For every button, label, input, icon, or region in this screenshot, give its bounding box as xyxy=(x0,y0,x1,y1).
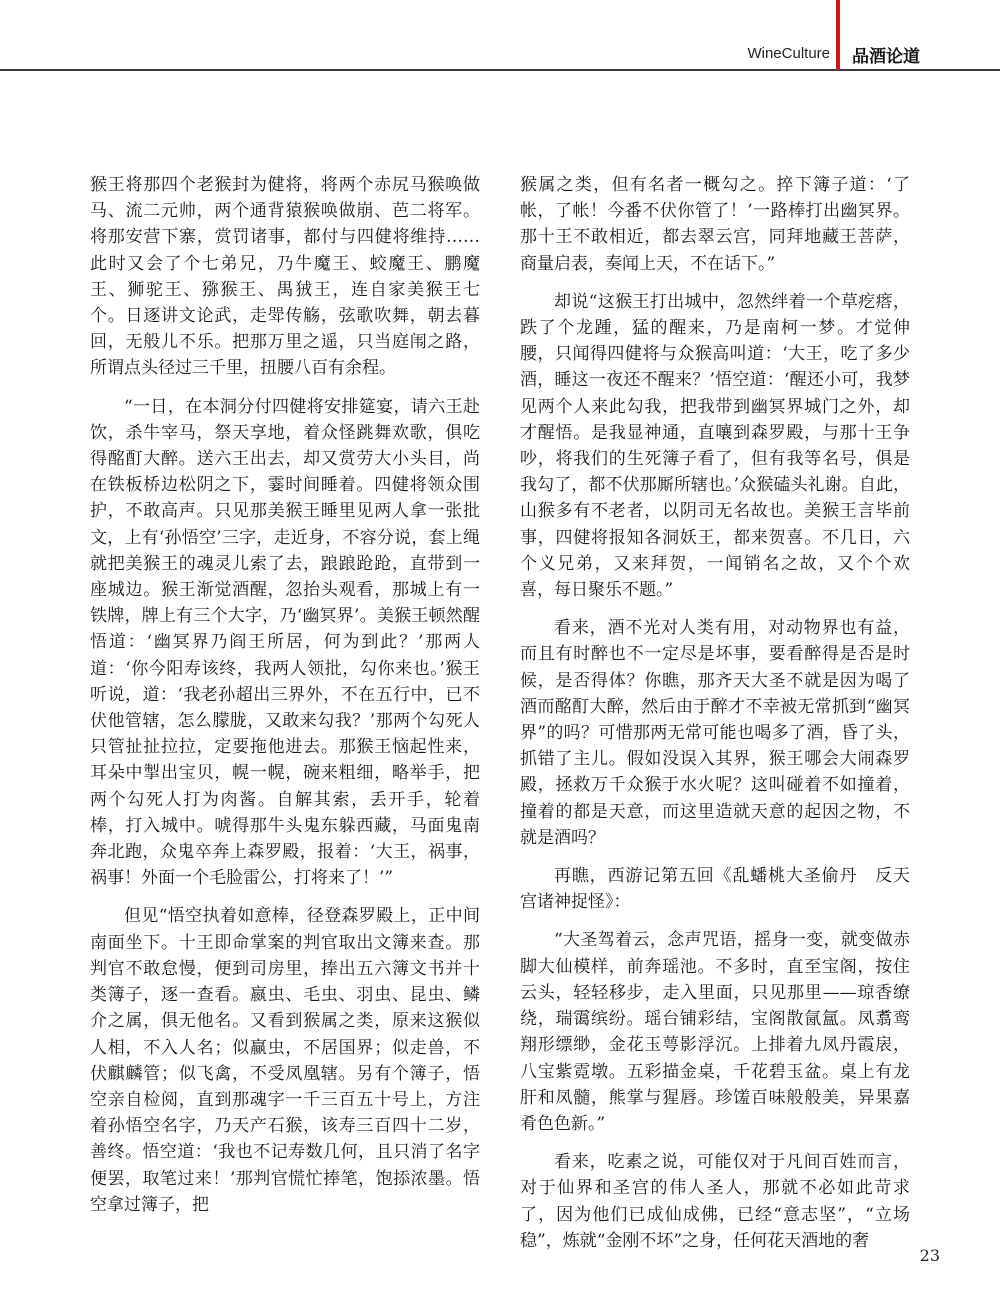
left-column xyxy=(90,172,480,1230)
section-title-en: WineCulture xyxy=(747,45,830,62)
paragraph: 但见“悟空执着如意棒，径登森罗殿上，正中间南面坐下。十王即命掌案的判官取出文簿来查。那判官不敢怠慢，便到司房里，捧出五六簿文书并十类簿子，逐一查看。嬴虫、毛虫、羽虫、昆虫、鳞介之属，俱无他名。又看到猴属之类，原来这猴似人相，不入人名；似赢虫，不居国界；似走兽，不伏麒麟管；似飞禽，不受凤凰辖。另有个簿子，悟空亲自检阅，直到那魂字一千三百五十号上，方注着孙悟空名字，乃天产石猴，该寿三百四十二岁，善终。悟空道：‘我也不记寿数几何，且只消了名字便罢，取笔过来！’那判官慌忙捧笔，饱掭浓墨。悟空拿过簿子，把 xyxy=(90,906,480,1215)
section-title-zh: 品酒论道 xyxy=(852,47,920,67)
header-rule xyxy=(0,69,1000,71)
paragraph: 猴属之类，但有名者一概勾之。捽下簿子道：‘了帐，了帐！今番不伏你管了！’一路棒打出幽冥界。那十王不敢相近，都去翠云宫，同拜地藏王菩萨，商量启表，奏闻上天，不在话下。” xyxy=(520,175,910,274)
right-column xyxy=(520,172,910,1266)
paragraph: 再瞧，西游记第五回《乱蟠桃大圣偷丹 反天宫诸神捉怪》： xyxy=(520,866,910,913)
page-number: 23 xyxy=(919,1246,940,1265)
header-accent-bar xyxy=(836,0,840,70)
paragraph: 猴王将那四个老猴封为健将，将两个赤尻马猴唤做马、流二元帅，两个通背猿猴唤做崩、芭二将军。将那安营下寨，赏罚诸事，都付与四健将维持……此时又会了个七弟兄，乃牛魔王、蛟魔王、鹏魔王、狮驼王、猕猴王、禺狨王，连自家美猴王七个。日逐讲文论武，走斝传觞，弦歌吹舞，朝去暮回，无般儿不乐。把那万里之遥，只当庭闱之路，所谓点头径过三千里，扭腰八百有余程。 xyxy=(90,175,480,379)
paragraph: 看来，酒不光对人类有用，对动物界也有益，而且有时醉也不一定尽是坏事，要看醉得是否是时候，是否得体？你瞧，那齐天大圣不就是因为喝了酒而酩酊大醉，然后由于醉才不幸被无常抓到“幽冥界”的吗？可惜那两无常可能也喝多了酒，昏了头，抓错了主儿。假如没误入其界，猴王哪会大闹森罗殿，拯救万千众猴于水火呢？这叫碰着不如撞着，撞着的都是天意，而这里造就天意的起因之物，不就是酒吗？ xyxy=(520,618,910,848)
paragraph: 看来，吃素之说，可能仅对于凡间百姓而言，对于仙界和圣宫的伟人圣人，那就不必如此苛求了，因为他们已成仙成佛，已经“意志坚”，“立场稳”，炼就“金刚不坏”之身，任何花天酒地的奢 xyxy=(520,1152,910,1251)
paragraph: 却说“这猴王打出城中，忽然绊着一个草疙瘩，跌了个龙踵，猛的醒来，乃是南柯一梦。才觉伸腰，只闻得四健将与众猴高叫道：‘大王，吃了多少酒，睡这一夜还不醒来？’悟空道：‘醒还小可，我梦见两个人来此勾我，把我带到幽冥界城门之外，却才醒悟。是我显神通，直嚷到森罗殿，与那十王争吵，将我们的生死簿子看了，但有我等名号，俱是我勾了，都不伏那厮所辖也。’众猴磕头礼谢。自此，山猴多有不老者，以阴司无名故也。美猴王言毕前事，四健将报知各洞妖王，都来贺喜。不几日，六个义兄弟，又来拜贺，一闻销名之故，又个个欢喜，每日聚乐不题。” xyxy=(520,291,910,601)
paragraph: “一日，在本洞分付四健将安排筵宴，请六王赴饮，杀牛宰马，祭天享地，着众怪跳舞欢歌，俱吃得酩酊大醉。送六王出去，却又赏劳大小头目，尚在铁板桥边松阴之下，霎时间睡着。四健将领众围护，不敢高声。只见那美猴王睡里见两人拿一张批文，上有‘孙悟空’三字，走近身，不容分说，套上绳就把美猴王的魂灵儿索了去，踉踉跄跄，直带到一座城边。猴王渐觉酒醒，忽抬头观看，那城上有一铁牌，牌上有三个大字，乃‘幽冥界’。美猴王顿然醒悟道：‘幽冥界乃阎王所居，何为到此？’那两人道：‘你今阳寿该终，我两人领批，勾你来也。’猴王听说，道：‘我老孙超出三界外，不在五行中，已不伏他管辖，怎么朦胧，又敢来勾我？’那两个勾死人只管扯扯拉拉，定要拖他进去。那猴王恼起性来，耳朵中掣出宝贝，幌一幌，碗来粗细，略举手，把两个勾死人打为肉酱。自解其索，丢开手，轮着棒，打入城中。唬得那牛头鬼东躲西藏，马面鬼南奔北跑，众鬼卒奔上森罗殿，报着：‘大王，祸事，祸事！外面一个毛脸雷公，打将来了！’” xyxy=(90,396,480,889)
paragraph: “大圣驾着云，念声咒语，摇身一变，就变做赤脚大仙模样，前奔瑶池。不多时，直至宝阁，按住云头，轻轻移步，走入里面，只见那里——琼香缭绕，瑞霭缤纷。瑶台铺彩结，宝阁散氤氲。凤翥鸾翔形缥缈，金花玉萼影浮沉。上排着九凤丹霞扆，八宝紫霓墩。五彩描金桌，千花碧玉盆。桌上有龙肝和凤髓，熊掌与猩唇。珍馐百味般般美，异果嘉肴色色新。” xyxy=(520,930,910,1134)
